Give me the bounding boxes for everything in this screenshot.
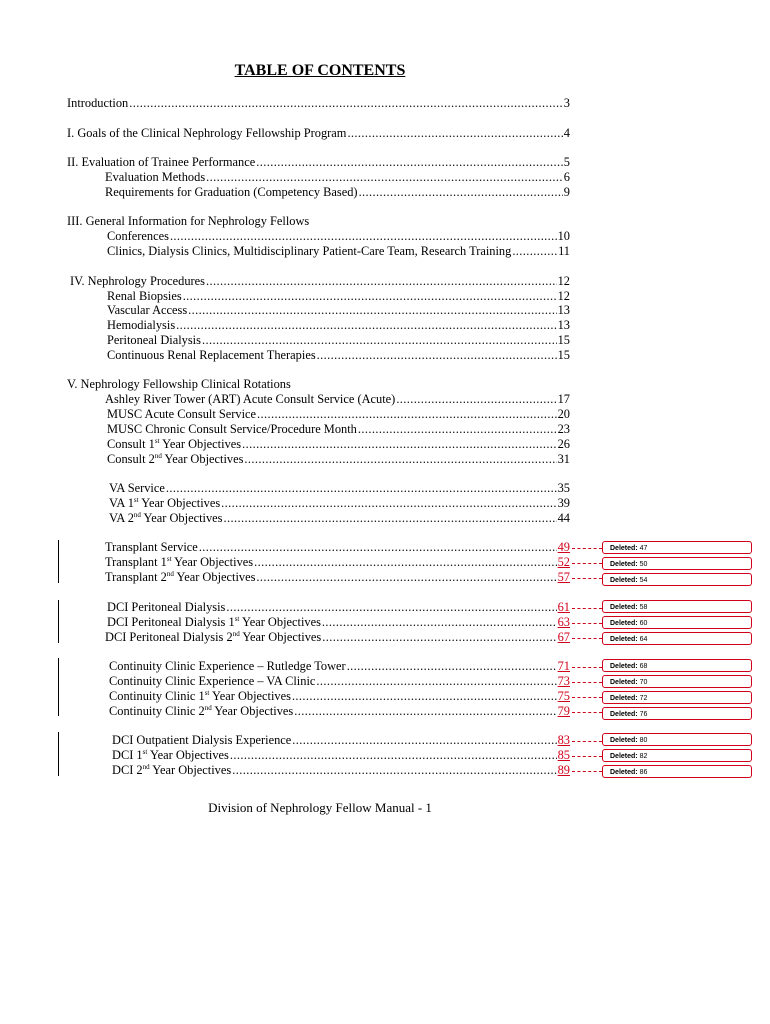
toc-leader — [359, 185, 563, 200]
toc-page-inserted: 52 — [557, 555, 570, 569]
toc-page: 39 — [557, 496, 570, 510]
toc-entry[interactable] — [109, 689, 570, 704]
change-bar — [58, 732, 59, 776]
toc-label: Continuity Clinic 1st Year Objectives — [109, 689, 291, 703]
toc-leader — [230, 748, 557, 763]
deleted-balloon[interactable]: Deleted: 54 — [602, 573, 752, 586]
toc-leader — [322, 615, 557, 630]
toc-section-heading — [67, 214, 570, 229]
toc-label: Consult 1st Year Objectives — [107, 437, 242, 451]
balloon-connector — [572, 623, 602, 625]
toc-page: 5 — [563, 155, 570, 169]
toc-entry[interactable] — [105, 630, 570, 645]
toc-leader — [396, 392, 556, 407]
toc-leader — [322, 630, 556, 645]
toc-label: DCI Peritoneal Dialysis 1st Year Objectives — [107, 615, 321, 629]
toc-leader — [347, 659, 557, 674]
toc-label: Continuous Renal Replacement Therapies — [107, 348, 316, 362]
balloon-connector — [572, 563, 602, 565]
toc-page: 12 — [557, 289, 570, 303]
deleted-balloon[interactable]: Deleted: 50 — [602, 557, 752, 570]
toc-entry[interactable] — [107, 289, 570, 304]
toc-entry[interactable] — [109, 481, 570, 496]
balloon-connector — [572, 578, 602, 580]
toc-label: Clinics, Dialysis Clinics, Multidisciplinary Patient-Care Team, Research Training — [107, 244, 512, 258]
toc-entry[interactable] — [67, 96, 570, 111]
balloon-connector — [572, 771, 602, 773]
toc-entry[interactable] — [107, 348, 570, 363]
toc-leader — [223, 511, 556, 526]
toc-leader — [206, 274, 557, 289]
balloon-connector — [572, 638, 602, 640]
toc-label: Ashley River Tower (ART) Acute Consult Service (Acute) — [105, 392, 396, 406]
toc-entry[interactable] — [107, 422, 570, 437]
toc-page-inserted: 71 — [557, 659, 570, 673]
toc-leader — [232, 763, 556, 778]
toc-page: 4 — [563, 126, 570, 140]
toc-entry[interactable] — [107, 244, 570, 259]
balloon-connector — [572, 608, 602, 610]
toc-label: DCI 2nd Year Objectives — [112, 763, 232, 777]
toc-page-inserted: 49 — [557, 540, 570, 554]
toc-entry[interactable] — [105, 555, 570, 570]
toc-section-heading — [67, 377, 570, 392]
toc-label: Consult 2nd Year Objectives — [107, 452, 244, 466]
toc-page: 9 — [563, 185, 570, 199]
toc-page-inserted: 83 — [557, 733, 570, 747]
toc-label: VA 1st Year Objectives — [109, 496, 221, 510]
toc-label: Renal Biopsies — [107, 289, 182, 303]
deleted-balloon[interactable]: Deleted: 76 — [602, 707, 752, 720]
toc-label: Peritoneal Dialysis — [107, 333, 201, 347]
toc-page: 15 — [557, 333, 570, 347]
toc-leader — [317, 348, 557, 363]
toc-label: DCI Peritoneal Dialysis — [107, 600, 226, 614]
balloon-connector — [572, 712, 602, 714]
toc-label: Conferences — [107, 229, 169, 243]
toc-label: Continuity Clinic Experience – VA Clinic — [109, 674, 316, 688]
toc-entry[interactable] — [105, 392, 570, 407]
toc-leader — [292, 689, 557, 704]
balloon-connector — [572, 741, 602, 743]
toc-entry[interactable] — [107, 229, 570, 244]
toc-entry[interactable] — [105, 540, 570, 555]
deleted-balloon[interactable]: Deleted: 58 — [602, 600, 752, 613]
toc-entry[interactable] — [107, 318, 570, 333]
toc-page: 35 — [557, 481, 570, 495]
toc-label: Transplant Service — [105, 540, 198, 554]
toc-entry[interactable] — [109, 511, 570, 526]
toc-leader — [316, 674, 556, 689]
toc-label: Introduction — [67, 96, 129, 110]
toc-leader — [294, 704, 556, 719]
toc-entry[interactable] — [105, 170, 570, 185]
deleted-balloon[interactable]: Deleted: 82 — [602, 749, 752, 762]
toc-label: VA Service — [109, 481, 165, 495]
deleted-balloon[interactable]: Deleted: 68 — [602, 659, 752, 672]
toc-leader — [129, 96, 563, 111]
toc-entry[interactable] — [67, 126, 570, 141]
toc-leader — [221, 496, 556, 511]
toc-leader — [347, 126, 562, 141]
toc-page: 17 — [557, 392, 570, 406]
change-bar — [58, 600, 59, 643]
toc-page-inserted: 73 — [557, 674, 570, 688]
toc-entry[interactable] — [107, 333, 570, 348]
toc-page: 12 — [557, 274, 570, 288]
deleted-balloon[interactable]: Deleted: 60 — [602, 616, 752, 629]
page-title: TABLE OF CONTENTS — [234, 62, 406, 79]
toc-page-inserted: 79 — [557, 704, 570, 718]
deleted-balloon[interactable]: Deleted: 70 — [602, 675, 752, 688]
toc-leader — [256, 570, 556, 585]
toc-page: 11 — [558, 244, 570, 258]
toc-label: Continuity Clinic 2nd Year Objectives — [109, 704, 294, 718]
balloon-connector — [572, 548, 602, 550]
toc-leader — [244, 452, 556, 467]
toc-label: Hemodialysis — [107, 318, 176, 332]
toc-entry[interactable] — [107, 600, 570, 615]
toc-entry[interactable] — [70, 274, 570, 289]
toc-label: I. Goals of the Clinical Nephrology Fellowship Program — [67, 126, 347, 140]
toc-entry[interactable] — [107, 303, 570, 318]
toc-page-inserted: 63 — [557, 615, 570, 629]
page-footer: Division of Nephrology Fellow Manual - 1 — [208, 800, 432, 815]
toc-label: IV. Nephrology Procedures — [70, 274, 206, 288]
toc-leader — [202, 333, 557, 348]
toc-leader — [254, 555, 557, 570]
toc-label: III. General Information for Nephrology Fellows — [67, 214, 310, 228]
balloon-connector — [572, 667, 602, 669]
balloon-connector — [572, 756, 602, 758]
deleted-balloon[interactable]: Deleted: 72 — [602, 691, 752, 704]
toc-page: 31 — [557, 452, 570, 466]
toc-label: Transplant 2nd Year Objectives — [105, 570, 256, 584]
toc-leader — [183, 289, 557, 304]
toc-page: 13 — [557, 318, 570, 332]
toc-page-inserted: 89 — [557, 763, 570, 777]
toc-label: Continuity Clinic Experience – Rutledge Tower — [109, 659, 346, 673]
toc-page: 13 — [557, 303, 570, 317]
deleted-balloon[interactable]: Deleted: 80 — [602, 733, 752, 746]
toc-label: DCI Peritoneal Dialysis 2nd Year Objectives — [105, 630, 322, 644]
toc-label: DCI 1st Year Objectives — [112, 748, 229, 762]
change-bar — [58, 658, 59, 716]
balloon-connector — [572, 682, 602, 684]
toc-leader — [170, 229, 557, 244]
deleted-balloon[interactable]: Deleted: 86 — [602, 765, 752, 778]
toc-entry[interactable] — [109, 674, 570, 689]
toc-entry[interactable] — [67, 155, 570, 170]
toc-entry[interactable] — [109, 496, 570, 511]
balloon-connector — [572, 697, 602, 699]
toc-leader — [256, 155, 563, 170]
toc-leader — [206, 170, 563, 185]
toc-label: II. Evaluation of Trainee Performance — [67, 155, 256, 169]
toc-leader — [188, 303, 556, 318]
toc-label: Evaluation Methods — [105, 170, 206, 184]
toc-page-inserted: 61 — [557, 600, 570, 614]
toc-label: DCI Outpatient Dialysis Experience — [112, 733, 292, 747]
toc-leader — [226, 600, 556, 615]
change-bar — [58, 540, 59, 583]
toc-page-inserted: 75 — [557, 689, 570, 703]
toc-leader — [166, 481, 557, 496]
toc-leader — [292, 733, 556, 748]
toc-page: 26 — [557, 437, 570, 451]
toc-label: Vascular Access — [107, 303, 188, 317]
toc-leader — [257, 407, 557, 422]
toc-label: V. Nephrology Fellowship Clinical Rotations — [67, 377, 291, 391]
toc-entry[interactable] — [107, 452, 570, 467]
toc-leader — [358, 422, 557, 437]
toc-entry[interactable] — [105, 185, 570, 200]
toc-entry[interactable] — [107, 615, 570, 630]
toc-page: 23 — [557, 422, 570, 436]
toc-page: 44 — [557, 511, 570, 525]
toc-leader — [242, 437, 557, 452]
toc-label: VA 2nd Year Objectives — [109, 511, 223, 525]
toc-page-inserted: 57 — [557, 570, 570, 584]
toc-page-inserted: 85 — [557, 748, 570, 762]
toc-page: 20 — [557, 407, 570, 421]
toc-label: MUSC Chronic Consult Service/Procedure Month — [107, 422, 357, 436]
toc-label: Transplant 1st Year Objectives — [105, 555, 254, 569]
toc-leader — [199, 540, 557, 555]
toc-leader — [176, 318, 556, 333]
deleted-balloon[interactable]: Deleted: 47 — [602, 541, 752, 554]
toc-label: Requirements for Graduation (Competency Based) — [105, 185, 358, 199]
toc-label: MUSC Acute Consult Service — [107, 407, 257, 421]
toc-entry[interactable] — [107, 407, 570, 422]
toc-page: 10 — [557, 229, 570, 243]
toc-entry[interactable] — [112, 733, 570, 748]
toc-entry[interactable] — [109, 659, 570, 674]
toc-page: 3 — [563, 96, 570, 110]
deleted-balloon[interactable]: Deleted: 64 — [602, 632, 752, 645]
toc-entry[interactable] — [105, 570, 570, 585]
toc-page: 6 — [563, 170, 570, 184]
toc-page: 15 — [557, 348, 570, 362]
toc-entry[interactable] — [112, 763, 570, 778]
toc-page-inserted: 67 — [557, 630, 570, 644]
toc-leader — [512, 244, 557, 259]
toc-entry[interactable] — [107, 437, 570, 452]
toc-entry[interactable] — [112, 748, 570, 763]
toc-entry[interactable] — [109, 704, 570, 719]
